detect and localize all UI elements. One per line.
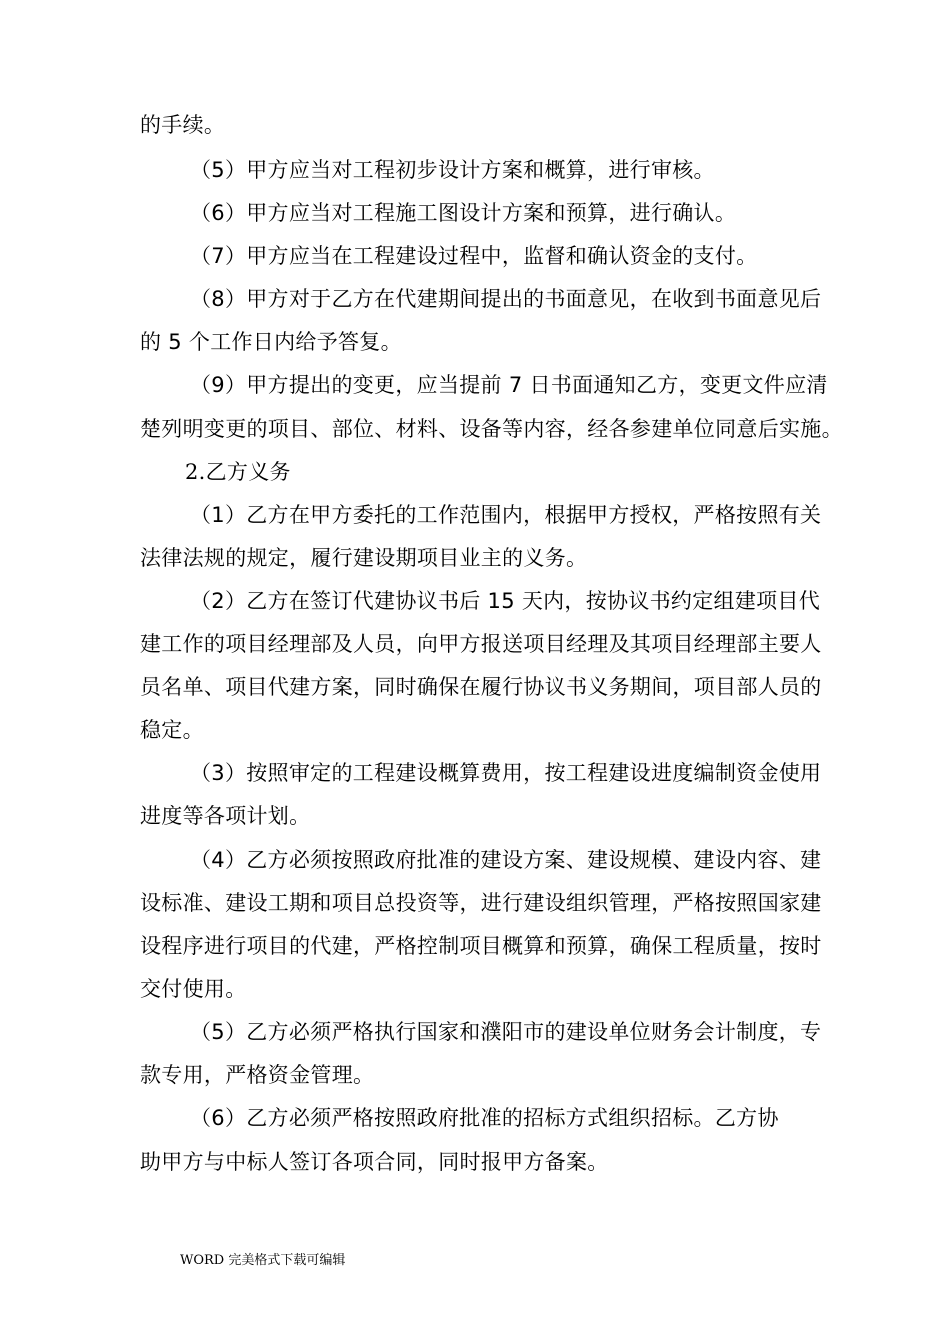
paragraph-line: 助甲方与中标人签订各项合同，同时报甲方备案。 [140, 1150, 609, 1174]
paragraph-line: （7）甲方应当在工程建设过程中，监督和确认资金的支付。 [190, 244, 758, 268]
paragraph-line: 的 5 个工作日内给予答复。 [140, 330, 402, 354]
page-footer: WORD 完美格式下载可编辑 [180, 1253, 346, 1268]
paragraph-line: （3）按照审定的工程建设概算费用，按工程建设进度编制资金使用 [190, 761, 822, 785]
paragraph-line: （2）乙方在签订代建协议书后 15 天内，按协议书约定组建项目代 [190, 589, 821, 613]
paragraph-line: （6）甲方应当对工程施工图设计方案和预算，进行确认。 [190, 201, 737, 225]
paragraph-line: 进度等各项计划。 [140, 804, 311, 828]
paragraph-line: 员名单、项目代建方案，同时确保在履行协议书义务期间，项目部人员的 [140, 675, 822, 699]
paragraph-line: 法律法规的规定，履行建设期项目业主的义务。 [140, 546, 588, 570]
paragraph-line: 稳定。 [140, 718, 204, 742]
paragraph-line: 设程序进行项目的代建，严格控制项目概算和预算，确保工程质量，按时 [140, 934, 822, 958]
paragraph-line: 交付使用。 [140, 977, 247, 1001]
paragraph-line: 款专用，严格资金管理。 [140, 1063, 375, 1087]
paragraph-line: （5）甲方应当对工程初步设计方案和概算，进行审核。 [190, 158, 715, 182]
section-heading: 2.乙方义务 [185, 460, 291, 484]
paragraph-line: （6）乙方必须严格按照政府批准的招标方式组织招标。乙方协 [190, 1106, 779, 1130]
paragraph-line: （8）甲方对于乙方在代建期间提出的书面意见，在收到书面意见后 [190, 287, 822, 311]
paragraph-line: （1）乙方在甲方委托的工作范围内，根据甲方授权，严格按照有关 [190, 503, 822, 527]
paragraph-line: 设标准、建设工期和项目总投资等，进行建设组织管理，严格按照国家建 [140, 891, 822, 915]
paragraph-line: （4）乙方必须按照政府批准的建设方案、建设规模、建设内容、建 [190, 848, 822, 872]
paragraph-line: 楚列明变更的项目、部位、材料、设备等内容，经各参建单位同意后实施。 [140, 417, 843, 441]
paragraph-line: （9）甲方提出的变更，应当提前 7 日书面通知乙方，变更文件应清 [190, 373, 828, 397]
paragraph-line: 的手续。 [140, 113, 226, 137]
paragraph-line: （5）乙方必须严格执行国家和濮阳市的建设单位财务会计制度，专 [190, 1020, 822, 1044]
paragraph-line: 建工作的项目经理部及人员，向甲方报送项目经理及其项目经理部主要人 [140, 632, 822, 656]
